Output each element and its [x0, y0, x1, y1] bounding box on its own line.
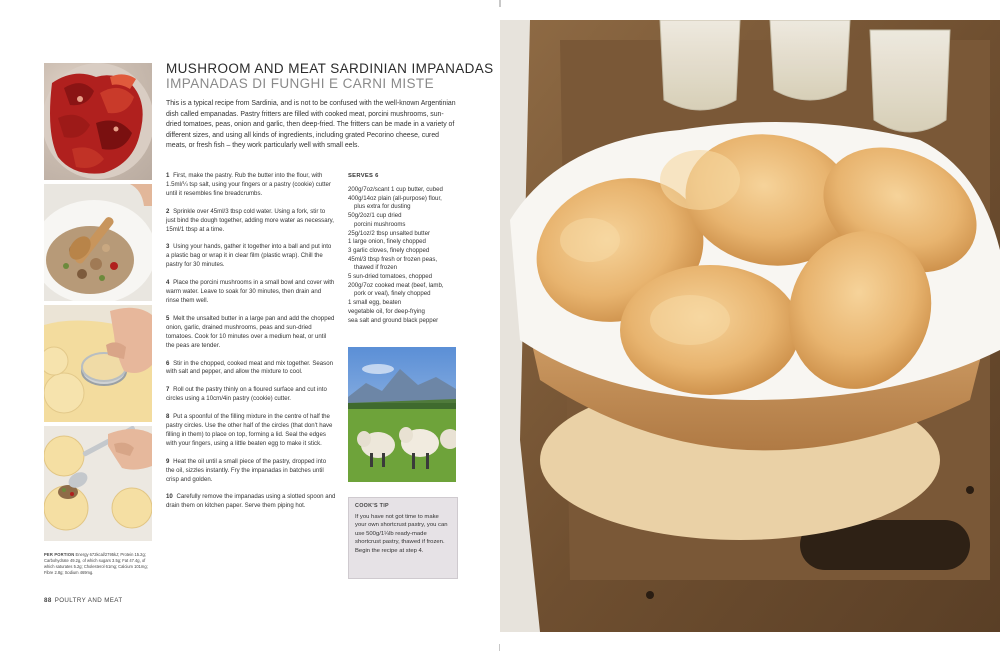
step-text: Melt the unsalted butter in a large pan and add the chopped onion, garlic, drained mushrooms, peas and sun-dried tomatoes. Cook for 10 minutes over a medium heat, or until the peas are tender.	[166, 314, 335, 349]
ingredient-item: pork or veal), finely chopped	[354, 290, 431, 298]
step-number: 5	[166, 314, 170, 322]
filling-pastry-photo	[44, 426, 152, 541]
step-number: 4	[166, 279, 170, 287]
step-number: 6	[166, 359, 170, 367]
sheep-landscape-photo	[348, 347, 456, 482]
cutting-pastry-photo	[44, 305, 152, 422]
impanadas-photo	[500, 20, 1000, 632]
filling-bowl-photo	[44, 184, 152, 301]
cooks-tip-label: COOK'S TIP	[355, 503, 389, 509]
ingredient-item: sea salt and ground black pepper	[348, 316, 439, 324]
method-step	[166, 243, 336, 270]
step-number: 3	[166, 243, 170, 251]
cooks-tip-text: If you have not got time to make your own shortcrust pastry, you can use 500g/1¼lb ready-made shortcrust pastry, thawed if frozen. Begin the recipe at step 4.	[355, 514, 448, 554]
step-number: 8	[166, 413, 170, 421]
step-number: 10	[166, 493, 173, 501]
method-step	[166, 493, 336, 511]
ingredient-item: porcini mushrooms	[354, 220, 406, 228]
method-steps	[166, 172, 336, 520]
ingredient-item: 5 sun-dried tomatoes, chopped	[348, 273, 433, 281]
method-step	[166, 172, 336, 199]
page-number: 88	[44, 597, 52, 604]
step-number: 2	[166, 207, 170, 215]
step-text: Carefully remove the impanadas using a slotted spoon and drain them on kitchen paper. Serve them piping hot.	[166, 493, 336, 510]
step-text: Sprinkle over 45ml/3 tbsp cold water. Using a fork, stir to just bind the dough together, adding more water as necessary, 15ml/1 tbsp at a time.	[166, 207, 334, 233]
step-text: Stir in the chopped, cooked meat and mix together. Season with salt and pepper, and allow the mixture to cool.	[166, 359, 333, 376]
ingredients-list	[348, 186, 460, 325]
ingredient-item: 50g/2oz/1 cup dried	[348, 212, 402, 220]
method-step	[166, 279, 336, 306]
step-number: 1	[166, 172, 170, 179]
step-text: First, make the pastry. Rub the butter into the flour, with 1.5ml/¼ tsp salt, using your fingers or a pastry (cookie) cutter until it resembles fine breadcrumbs.	[166, 172, 331, 197]
nutrition-label: PER PORTION	[44, 552, 75, 557]
page-footer	[44, 597, 123, 604]
step-number: 7	[166, 386, 170, 394]
ingredient-item: vegetable oil, for deep-frying	[348, 307, 425, 315]
step-number: 9	[166, 457, 170, 465]
step-text: Roll out the pastry thinly on a floured surface and cut into circles using a 10cm/4in pastry (cookie) cutter.	[166, 386, 327, 403]
method-step	[166, 458, 336, 485]
method-step	[166, 208, 336, 235]
ingredient-item: 200g/7oz cooked meat (beef, lamb,	[348, 281, 444, 289]
recipe-title: MUSHROOM AND MEAT SARDINIAN IMPANADAS	[166, 61, 494, 76]
crop-mark	[500, 0, 501, 7]
right-page	[500, 0, 1000, 651]
ingredient-item: 400g/14oz plain (all-purpose) flour,	[348, 194, 442, 202]
nutrition-text: Energy 672kcal/2795kJ; Protein 15.2g; Carbohydrate 49.2g, of which sugars 3.5g; Fat 47.4g, of which saturates 5.2g; Cholesterol 61mg; Calcium 101mg; Fibre 2.8g; Sodium 469mg.	[44, 552, 148, 576]
section-name: POULTRY AND MEAT	[54, 597, 123, 604]
method-step	[166, 360, 336, 378]
step-text: Using your hands, gather it together into a ball and put into a plastic bag or wrap it in clear film (plastic wrap). Chill the pastry for 30 minutes.	[166, 243, 332, 269]
recipe-intro: This is a typical recipe from Sardinia, and is not to be confused with the well-known Argentinian dish called empanadas. Pastry fritters are filled with cooked meat, porcini mushrooms, sun-dried tomatoes, peas, onion and garlic, then deep-fried. The fritters can be made in a variety of different sizes, and using all kinds of ingredients, including grated Pecorino cheese, cured meats, or fresh fish – they work particularly well with small eels.	[166, 100, 456, 150]
step-text: Heat the oil until a small piece of the pastry, dropped into the oil, sizzles instantly. Fry the impanadas in batches until crisp and golden.	[166, 457, 327, 483]
method-step	[166, 386, 336, 404]
recipe-subtitle: IMPANADAS DI FUNGHI E CARNI MISTE	[166, 76, 434, 91]
method-step	[166, 315, 336, 351]
sun-dried-tomatoes-photo	[44, 63, 152, 180]
ingredient-item: 3 garlic cloves, finely chopped	[348, 246, 430, 254]
serves-label: SERVES 6	[348, 173, 379, 179]
step-text: Place the porcini mushrooms in a small bowl and cover with warm water. Leave to soak for 30 minutes, then drain and rinse them well.	[166, 279, 335, 304]
method-step	[166, 413, 336, 449]
ingredient-item: 1 small egg, beaten	[348, 299, 402, 307]
step-text: Put a spoonful of the filling mixture in the centre of half the pastry circles. Use the other half of the circles (that don't have filling in them) to place on top, forming a lid. Seal the edges with your fingers, using a little beaten egg to make it stick.	[166, 413, 333, 447]
ingredient-item: 25g/1oz/2 tbsp unsalted butter	[348, 229, 430, 237]
ingredient-item: thawed if frozen	[354, 264, 398, 272]
cooks-tip-box	[348, 497, 458, 579]
ingredient-item: 1 large onion, finely chopped	[348, 238, 426, 246]
nutrition-info	[44, 552, 154, 576]
ingredient-item: 200g/7oz/scant 1 cup butter, cubed	[348, 186, 443, 193]
ingredient-item: 45ml/3 tbsp fresh or frozen peas,	[348, 255, 438, 263]
ingredient-item: plus extra for dusting	[354, 203, 411, 211]
